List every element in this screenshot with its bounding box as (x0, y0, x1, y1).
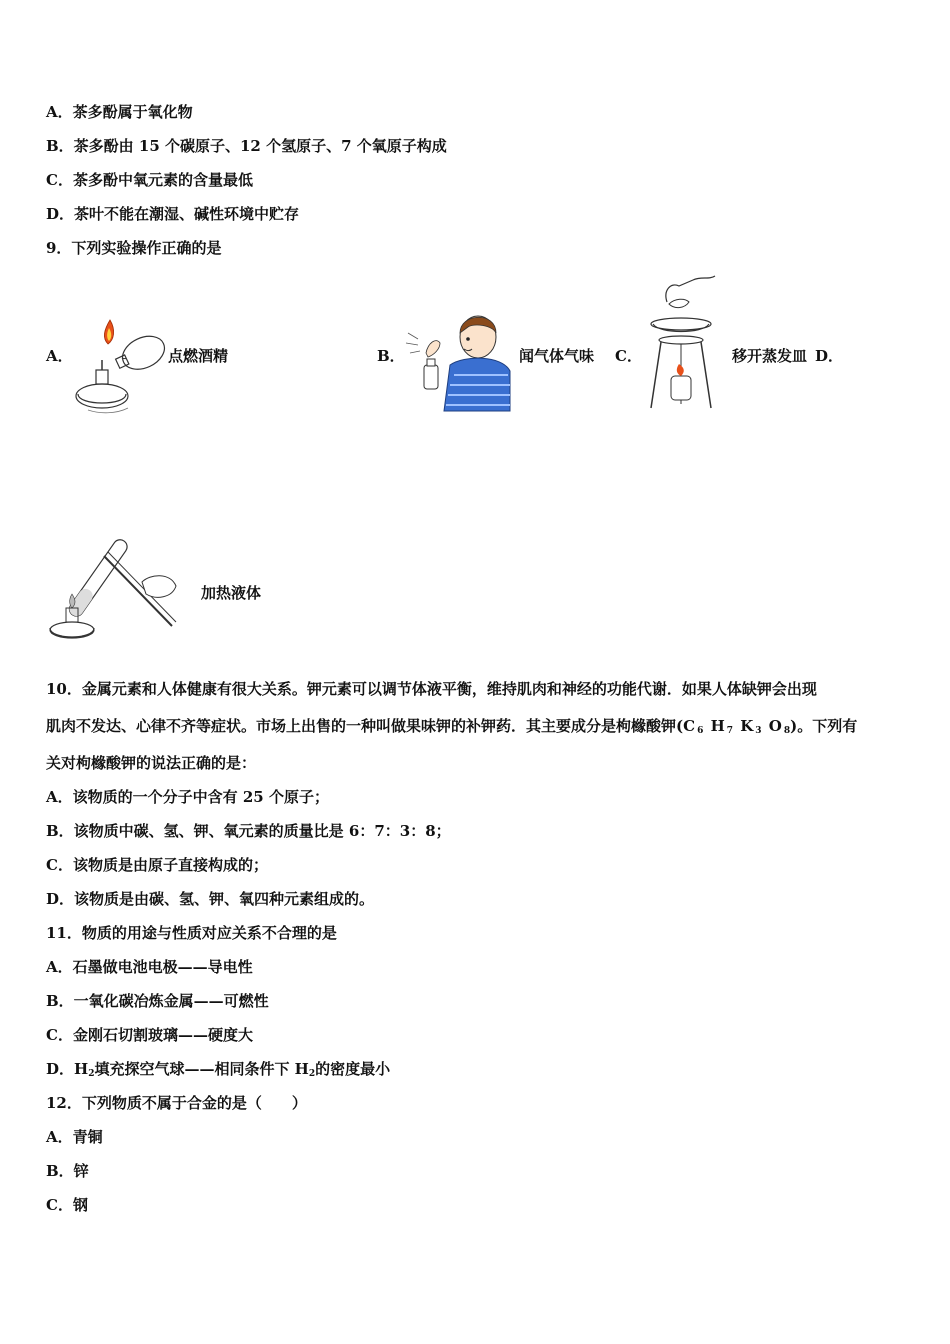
q12-option-b: B．锌 (46, 1162, 89, 1180)
q11-stem: 11．物质的用途与性质对应关系不合理的是 (46, 924, 337, 942)
q10-stem-line2: 肌肉不发达、心律不齐等症状。市场上出售的一种叫做果味钾的补钾药．其主要成分是枸橼酸钾($C_6$ $H_7$ $K_3$ $O_8$)。下列有 (46, 717, 858, 736)
q10-option-a: A．该物质的一个分子中含有 25 个原子； (46, 788, 329, 806)
q10-option-d: D．该物质是由碳、氢、钾、氧四种元素组成的。 (46, 890, 375, 908)
q10-stem-line1: 10．金属元素和人体健康有很大关系。钾元素可以调节体液平衡，维持肌肉和神经的功能代谢．如果人体缺钾会出现 (46, 680, 817, 698)
q9-option-c-text: 移开蒸发皿 (732, 347, 808, 365)
q9-option-a-letter: A． (46, 347, 73, 365)
q10-option-c: C．该物质是由原子直接构成的； (46, 856, 268, 874)
q11-option-d: D．$H_2$填充探空气球——相同条件下 $H_2$的密度最小 (46, 1060, 391, 1079)
q9-option-d-text: 加热液体 (201, 584, 262, 602)
heating-liquid-figure (46, 528, 186, 644)
q9-stem: 9．下列实验操作正确的是 (46, 239, 222, 257)
q8-option-b: B．茶多酚由 15 个碳原子、12 个氢原子、7 个氧原子构成 (46, 137, 447, 155)
q10-option-b: B．该物质中碳、氢、钾、氧元素的质量比是 6：7：3：8； (46, 822, 451, 840)
q8-option-a: A．茶多酚属于氧化物 (46, 103, 193, 121)
q11-option-b: B．一氧化碳冶炼金属——可燃性 (46, 992, 269, 1010)
q12-option-c: C．钢 (46, 1196, 88, 1214)
q8-option-d: D．茶叶不能在潮湿、碱性环境中贮存 (46, 205, 300, 223)
q9-option-a-text: 点燃酒精 (168, 347, 229, 365)
evaporating-dish-figure (645, 272, 725, 412)
q9-option-b-letter: B． (377, 347, 405, 365)
q9-option-b-text: 闻气体气味 (519, 347, 595, 365)
smelling-gas-figure (404, 303, 514, 413)
q11-option-c: C．金刚石切割玻璃——硬度大 (46, 1026, 253, 1044)
q11-option-a: A．石墨做电池电极——导电性 (46, 958, 253, 976)
alcohol-lamp-lighting-figure (70, 310, 170, 415)
q12-option-a: A．青铜 (46, 1128, 103, 1146)
q9-option-d-letter: D． (815, 347, 844, 365)
q10-stem-line3: 关对枸橼酸钾的说法正确的是： (46, 754, 257, 772)
q9-option-c-letter: C． (615, 347, 642, 365)
q12-stem: 12．下列物质不属于合金的是（ ） (46, 1094, 307, 1112)
q8-option-c: C．茶多酚中氧元素的含量最低 (46, 171, 253, 189)
